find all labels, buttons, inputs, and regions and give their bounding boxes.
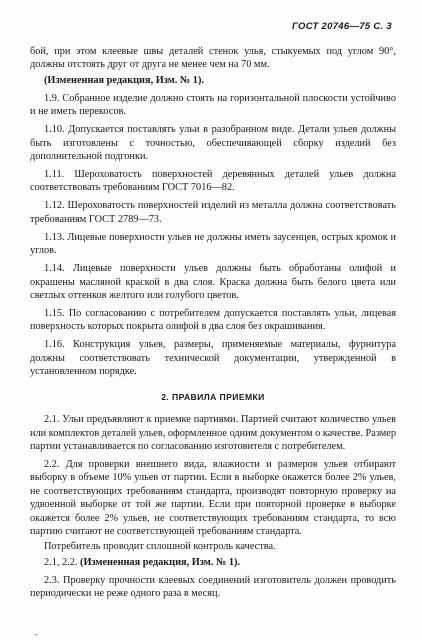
- clause-2-1: 2.1. Ульи предъявляют к приемке партиями. Партией считают количество ульев или комплектов деталей ульев, оформленное одним документом о качестве. Размер партии устанавливается по согласованию изготовителя с потребителем.: [30, 414, 396, 452]
- clause-1-13: 1.13. Лицевые поверхности ульев не должны иметь заусенцев, острых кромок и углов.: [30, 231, 396, 257]
- paragraph-continuation: бой, при этом клеевые швы деталей стенок улья, стыкуемых под углом 90°, должны отстоять друг от друга не менее чем на 70 мм.: [30, 46, 396, 71]
- amendment-text: (Измененная редакция, Изм. № 1).: [80, 556, 240, 568]
- page-header: ГОСТ 20746—75 С. 3: [292, 21, 392, 32]
- clause-2-2: 2.2. Для проверки внешнего вида, влажности и размеров ульев отбирают выборку в объеме 10% ульев от партии. Если в выборке окажется более 2% ульев, не соответствующих требованиям стандарта, производят повторную проверку на удвоенной выборке от той же партии. Если при повторной проверке в выборке окажется более 2% ульев, не соответствующих требованиям стандарта, то всю партию считают не соответствующей требованиям стандарта.: [30, 458, 396, 537]
- clause-1-16: 1.16. Конструкция ульев, размеры, применяемые материалы, фурнитура должны соответствовать технической документации, утвержденной в установленном порядке.: [30, 339, 396, 378]
- footer-mark: -: [35, 630, 38, 639]
- amendment-clauses: 2.1, 2.2.: [44, 556, 78, 568]
- clause-2-3: 2.3. Проверку прочности клеевых соединений изготовитель должен проводить периодически не реже одного раза в месяц.: [30, 574, 396, 600]
- document-body: [30, 45, 396, 605]
- clause-1-10: 1.10. Допускается поставлять ульи в разобранном виде. Детали ульев должны быть изготовлены с точностью, обеспечивающей сборку изделий без дополнительной подгонки.: [30, 124, 396, 163]
- clause-1-11: 1.11. Шероховатость поверхностей деревянных деталей ульев должна соответствовать требованиям ГОСТ 7016—82.: [30, 169, 396, 194]
- clause-1-15: 1.15. По согласованию с потребителем допускается поставлять ульи, лицевая поверхность которых покрыта олифой в два слоя без окрашивания.: [30, 308, 396, 333]
- clause-1-14: 1.14. Лицевые поверхности ульев должны быть обработаны олифой и окрашены масляной краской в два слоя. Краска должна быть белого цвета или светлых оттенков желтого или голубого цветов.: [30, 263, 396, 302]
- section-title: 2. ПРАВИЛА ПРИЕМКИ: [161, 391, 265, 402]
- clause-1-12: 1.12. Шероховатость поверхностей изделий из металла должна соответствовать требованиям ГОСТ 2789—73.: [30, 200, 396, 225]
- amendment-note-2: [30, 556, 396, 569]
- clause-1-9: 1.9. Собранное изделие должно стоять на горизонтальной плоскости устойчиво и не иметь перекосов.: [30, 92, 396, 118]
- clause-2-2-note: Потребитель проводит сплошной контроль качества.: [44, 541, 276, 553]
- amendment-note: (Измененная редакция, Изм. № 1).: [44, 74, 204, 86]
